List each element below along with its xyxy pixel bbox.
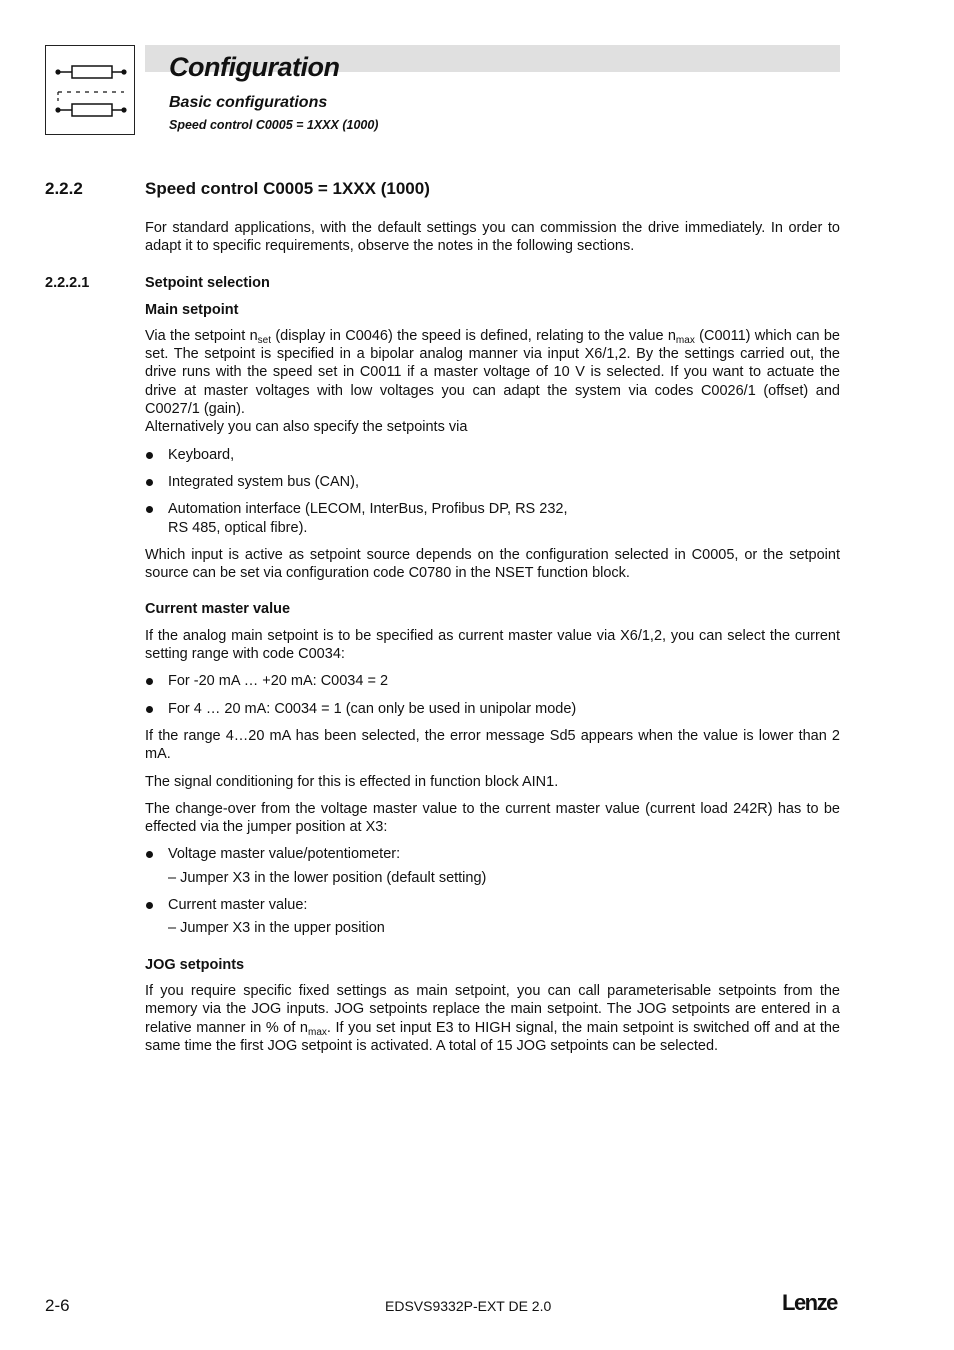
- jog-paragraph: If you require specific fixed settings as main setpoint, you can call parameterisable setpoints from the memory via the JOG inputs. JOG setpoints replace the main setpoint. The JOG setpoints are entered in a relative manner in % of $n_{max}$. If you set input E3 to HIGH signal, the main setpoint is switched off and at the same time the first JOG setpoint is activated. A total of 15 JOG setpoints can be selected.: [145, 982, 840, 1054]
- subsection-title: Setpoint selection: [145, 275, 270, 291]
- list-item: Keyboard,: [145, 446, 840, 464]
- list-item: Voltage master value/potentiometer: – Jumper X3 in the lower position (default setting): [145, 845, 840, 887]
- body-content: [145, 219, 840, 1055]
- lenze-logo: Lenze: [782, 1290, 837, 1315]
- signal-conditioning-paragraph: The signal conditioning for this is effected in function block AIN1.: [145, 773, 559, 790]
- page-subtitle: Basic configurations: [169, 94, 328, 111]
- list-item: Current master value: – Jumper X3 in the upper position: [145, 896, 840, 938]
- list-item: For -20 mA … +20 mA: C0034 = 2: [145, 672, 840, 690]
- subsection-number: 2.2.2.1: [45, 275, 90, 291]
- document-id: EDSVS9332P-EXT DE 2.0: [385, 1298, 552, 1314]
- chapter-icon-box: [45, 45, 135, 135]
- section-number: 2.2.2: [45, 179, 83, 198]
- list-item: For 4 … 20 mA: C0034 = 1 (can only be used in unipolar mode): [145, 700, 840, 718]
- current-master-paragraph: If the analog main setpoint is to be specified as current master value via X6/1,2, you can select the current setting range with code C0034:: [145, 627, 840, 663]
- jog-heading: JOG setpoints: [145, 956, 245, 973]
- alternative-paragraph: Alternatively you can also specify the setpoints via: [145, 419, 468, 436]
- list-item: Automation interface (LECOM, InterBus, Profibus DP, RS 232, RS 485, optical fibre).: [145, 500, 840, 537]
- configuration-diagram-icon: [46, 46, 134, 134]
- range-paragraph: If the range 4…20 mA has been selected, the error message Sd5 appears when the value is lower than 2 mA.: [145, 727, 840, 763]
- main-setpoint-heading: Main setpoint: [145, 301, 239, 318]
- setpoint-source-paragraph: Which input is active as setpoint source depends on the configuration selected in C0005, or the setpoint source can be set via configuration code C0780 in the NSET function block.: [145, 546, 840, 582]
- intro-paragraph: For standard applications, with the default settings you can commission the drive immediately. In order to adapt it to specific requirements, observe the notes in the following sections.: [145, 220, 840, 255]
- page-title: Configuration: [169, 52, 340, 82]
- section-title: Speed control C0005 = 1XXX (1000): [145, 179, 430, 198]
- current-master-heading: Current master value: [145, 601, 291, 618]
- list-item: Integrated system bus (CAN),: [145, 473, 840, 491]
- main-setpoint-paragraph: Via the setpoint $n_{set}$ (display in C0046) the speed is defined, relating to the value $n_{max}$ (C0011) which can be set. The setpoint is specified in a bipolar analog manner via input X6/1,2. By the settings carried out, the drive runs with the speed set in C0011 if a master voltage of 10 V is selected. If you want to actuate the drive at master voltages with low voltages you can adapt the system via codes C0026/1 (offset) and C0027/1 (gain).: [145, 327, 840, 418]
- page-number: 2-6: [45, 1296, 70, 1315]
- changeover-paragraph: The change-over from the voltage master value to the current master value (current load 242R) has to be effected via the jumper position at X3:: [145, 800, 840, 836]
- page-subsubtitle: Speed control C0005 = 1XXX (1000): [169, 118, 379, 132]
